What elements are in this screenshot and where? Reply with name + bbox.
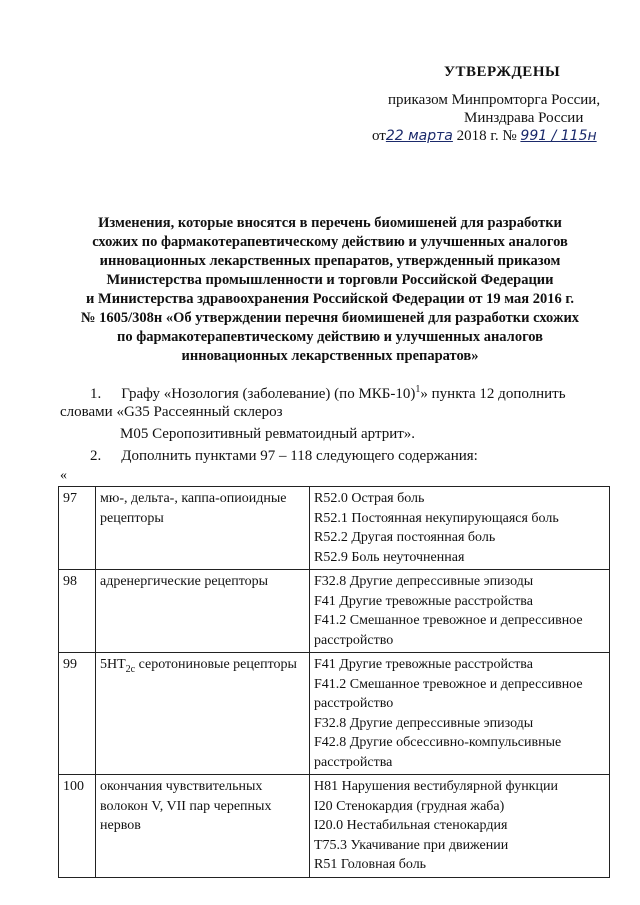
paragraph-1-line-3: M05 Серопозитивный ревматоидный артрит». — [120, 426, 416, 442]
title-line: схожих по фармакотерапевтическому действию и улучшенных аналогов — [92, 234, 568, 250]
open-quote: « — [60, 468, 67, 483]
table-row — [59, 775, 610, 878]
row-number: 99 — [59, 653, 96, 775]
nosology-item: F41 Другие тревожные расстройства — [314, 593, 533, 609]
nosology-item: R52.9 Боль неуточненная — [314, 549, 465, 565]
paragraph-1 — [90, 380, 566, 404]
paragraph-1-number: 1. — [90, 386, 102, 402]
handwritten-order-number: 991 / 115н — [520, 128, 597, 144]
title-line: инновационных лекарственных препаратов, утвержденный приказом — [99, 253, 561, 269]
nosology-cell — [310, 570, 610, 653]
biotarget-cell: адренергические рецепторы — [96, 570, 310, 653]
paragraph-2-text: Дополнить пунктами 97 – 118 следующего содержания: — [121, 448, 478, 464]
approval-line-2: Минздрава России — [464, 110, 584, 126]
biotargets-table — [58, 486, 610, 878]
biotarget-cell: окончания чувствительных волокон V, VII пар черепных нервов — [96, 775, 310, 878]
year-number-label: 2018 г. № — [456, 128, 517, 144]
nosology-cell — [310, 775, 610, 878]
receptor-name: серотониновые рецепторы — [138, 657, 297, 672]
handwritten-date: 22 марта — [385, 128, 453, 144]
nosology-item: R52.2 Другая постоянная боль — [314, 530, 496, 545]
table-row — [59, 570, 610, 653]
receptor-prefix: 5HT — [100, 657, 126, 672]
nosology-item: F41.2 Смешанное тревожное и депрессивное расстройство — [314, 676, 583, 711]
biotarget-cell: мю-, дельта-, каппа-опиоидные рецепторы — [96, 487, 310, 570]
row-number: 98 — [59, 570, 96, 653]
title-line: по фармакотерапевтическому действию и улучшенных аналогов — [116, 329, 544, 345]
title-line: Министерства промышленности и торговли Российской Федерации — [106, 272, 554, 288]
nosology-cell — [310, 653, 610, 775]
paragraph-2-number: 2. — [90, 448, 102, 464]
nosology-item: H81 Нарушения вестибулярной функции — [314, 779, 558, 794]
biotarget-cell — [96, 653, 310, 775]
nosology-item: R52.0 Острая боль — [314, 491, 425, 506]
row-number: 100 — [59, 775, 96, 878]
table-row — [59, 487, 610, 570]
nosology-item: I20 Стенокардия (грудная жаба) — [314, 798, 505, 814]
title-line: Изменения, которые вносятся в перечень биомишеней для разработки — [98, 215, 562, 231]
footnote-marker: 1 — [415, 384, 421, 395]
approval-line-1: приказом Минпромторга России, — [388, 92, 601, 108]
approval-date-line — [372, 126, 597, 146]
nosology-item: F42.8 Другие обсессивно-компульсивные расстройства — [314, 735, 562, 770]
nosology-cell — [310, 487, 610, 570]
paragraph-1-line-2: словами «G35 Рассеянный склероз — [60, 404, 283, 420]
nosology-item: R52.1 Постоянная некупирующаяся боль — [314, 510, 559, 526]
nosology-item: R51 Головная боль — [314, 857, 427, 872]
document-title — [40, 214, 620, 366]
row-number: 97 — [59, 487, 96, 570]
paragraph-2 — [90, 446, 478, 466]
title-line: и Министерства здравоохранения Российской Федерации от 19 мая 2016 г. — [86, 291, 574, 307]
nosology-item: F32.8 Другие депрессивные эпизоды — [314, 574, 534, 589]
table-row — [59, 653, 610, 775]
receptor-subscript: 2c — [125, 663, 136, 675]
approval-heading: УТВЕРЖДЕНЫ — [444, 64, 561, 80]
title-line: инновационных лекарственных препаратов» — [181, 348, 479, 364]
paragraph-1-text-b: » пункта 12 дополнить — [420, 386, 566, 402]
nosology-item: F32.8 Другие депрессивные эпизоды — [314, 715, 534, 731]
title-line: № 1605/308н «Об утверждении перечня биомишеней для разработки схожих — [80, 310, 580, 326]
date-prefix: от — [372, 128, 386, 144]
nosology-item: F41.2 Смешанное тревожное и депрессивное расстройство — [314, 613, 583, 648]
nosology-item: I20.0 Нестабильная стенокардия — [314, 818, 508, 833]
paragraph-1-text-a: Графу «Нозология (заболевание) (по МКБ-10) — [121, 386, 416, 402]
nosology-item: F41 Другие тревожные расстройства — [314, 657, 533, 672]
nosology-item: T75.3 Укачивание при движении — [314, 837, 509, 853]
